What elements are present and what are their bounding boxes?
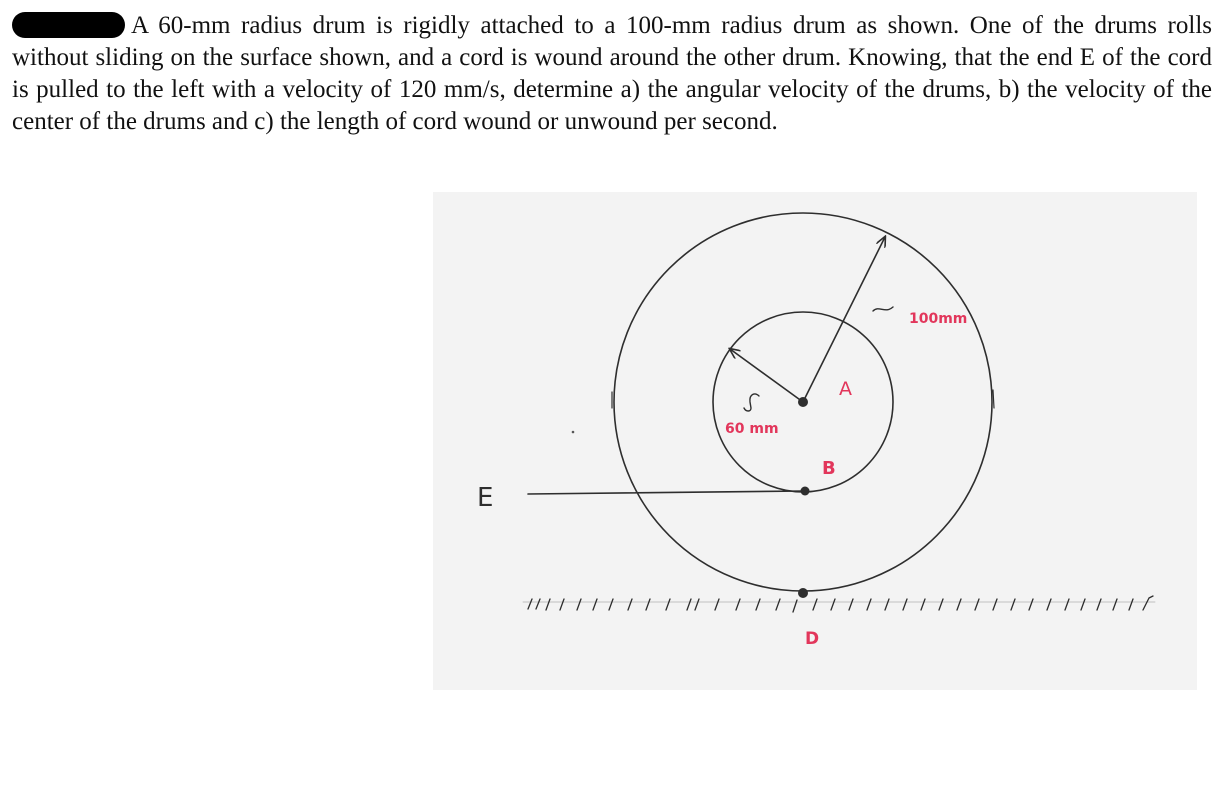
drum-diagram bbox=[433, 192, 1197, 690]
label-a: A bbox=[839, 378, 852, 400]
label-b: B bbox=[822, 458, 836, 479]
inner-radius-label: 60 mm bbox=[725, 421, 779, 437]
outer-radius-marker bbox=[873, 307, 893, 311]
problem-text: A 60-mm radius drum is rigidly attached to a 100-mm radius drum as shown. One of the drums rolls without sliding on the surface shown, and a cord is wound around the other drum. Knowing, that the end E of the cord is pulled to the left with a velocity of 120 mm/s, determine a) the angular velocity of the drums, b) the velocity of the center of the drums and c) the length of cord wound or unwound per second. bbox=[12, 12, 1212, 135]
inner-radius-marker bbox=[744, 394, 759, 411]
problem-statement bbox=[12, 10, 1212, 138]
point-b-dot bbox=[801, 487, 810, 496]
label-e: E bbox=[477, 483, 494, 513]
inner-radius-arrow bbox=[730, 349, 803, 402]
outer-radius-label: 100mm bbox=[909, 311, 968, 327]
stray-dot bbox=[572, 431, 575, 434]
sketch-tick bbox=[993, 390, 994, 408]
cord bbox=[528, 491, 805, 494]
drum-figure bbox=[433, 192, 1197, 690]
point-d-dot bbox=[798, 588, 808, 598]
ground-hatching bbox=[523, 596, 1155, 612]
label-d: D bbox=[805, 629, 820, 649]
point-a-dot bbox=[798, 397, 808, 407]
redaction-mark bbox=[12, 12, 125, 38]
